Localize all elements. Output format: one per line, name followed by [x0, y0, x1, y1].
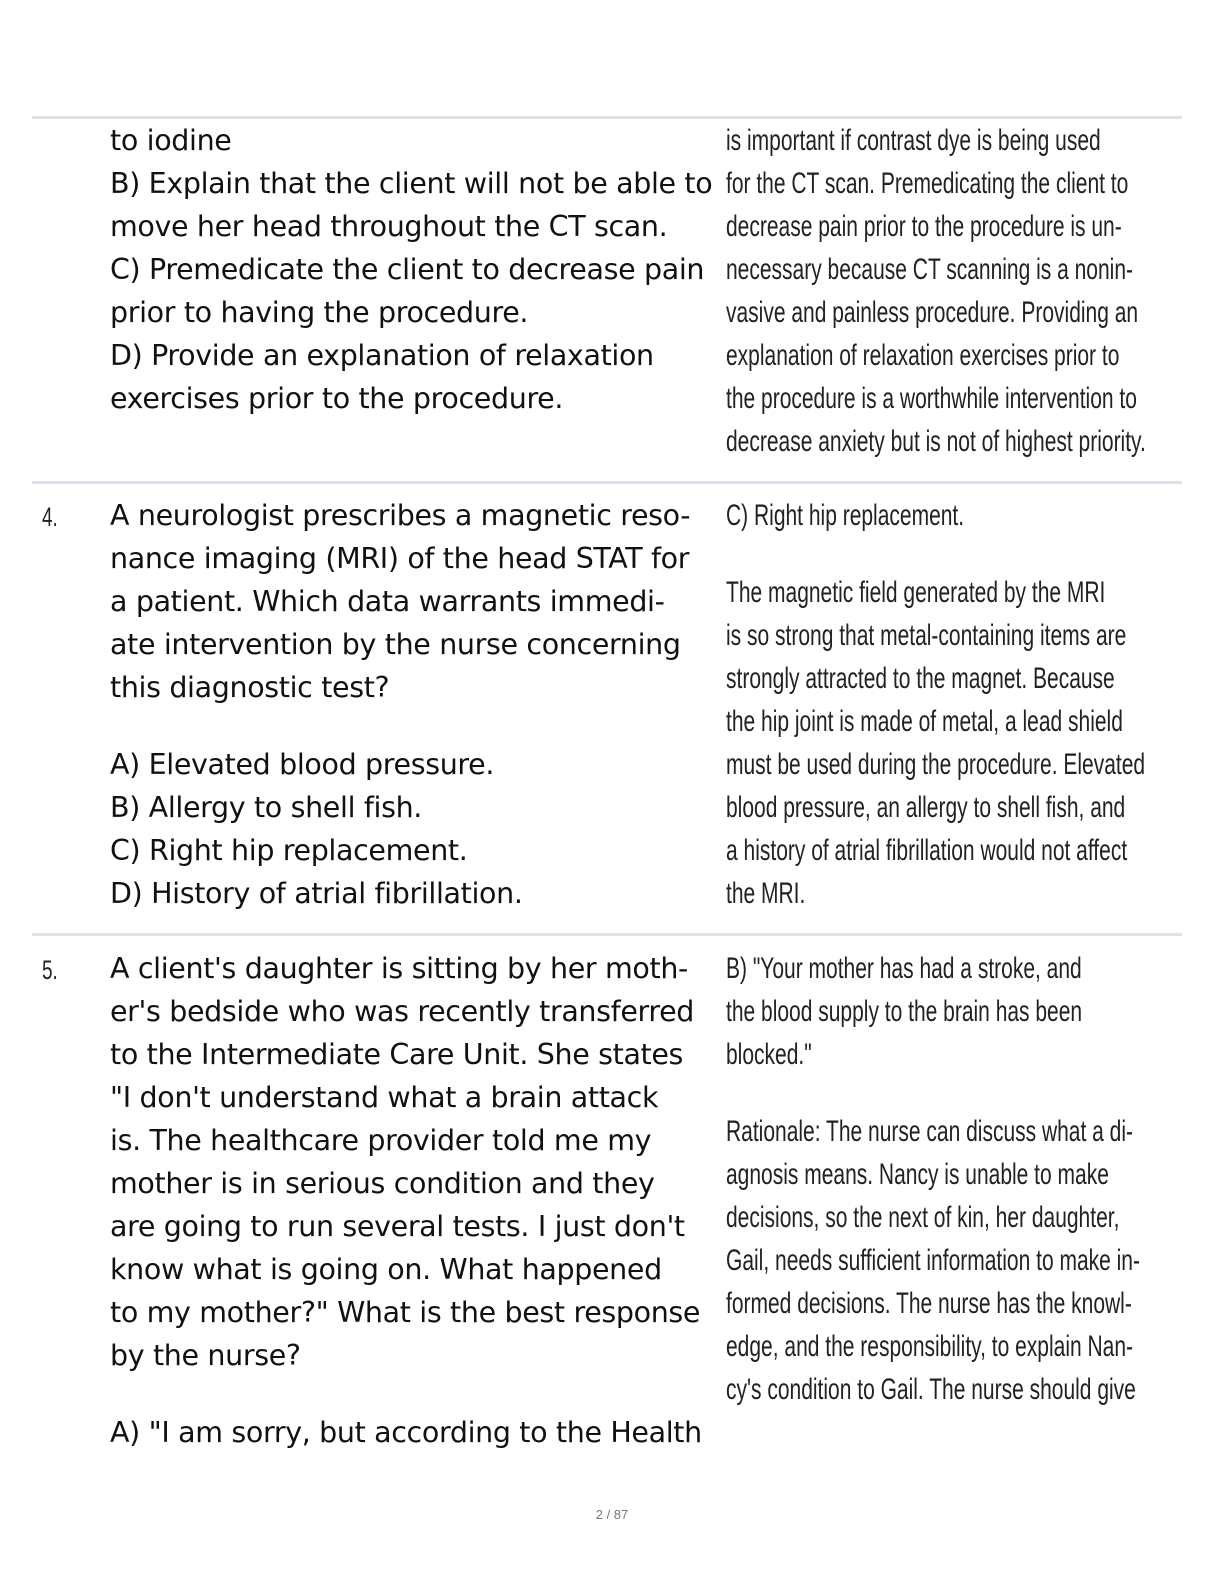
rationale-continued [726, 119, 1160, 463]
question-5 [110, 947, 722, 1454]
rationale-line: the procedure is a worthwhile intervention to [726, 382, 1137, 415]
question-4 [110, 494, 722, 915]
correct-answer: blocked." [726, 1038, 812, 1071]
rationale-line: for the CT scan. Premedicating the client to [726, 167, 1129, 200]
rationale-line: must be used during the procedure. Elevated [726, 748, 1146, 781]
option-line: C) Right hip replacement. [110, 834, 468, 867]
question-stem-line: a patient. Which data warrants immedi- [110, 585, 665, 618]
question-stem-line: to my mother?" What is the best response [110, 1296, 701, 1329]
question-stem-line: know what is going on. What happened [110, 1253, 662, 1286]
option-line: B) Allergy to shell fish. [110, 791, 423, 824]
rationale-line: blood pressure, an allergy to shell fish, and [726, 791, 1126, 824]
question-stem-line: ate intervention by the nurse concerning [110, 628, 681, 661]
option-line: A) Elevated blood pressure. [110, 748, 495, 781]
question-stem-line: nance imaging (MRI) of the head STAT for [110, 542, 690, 575]
row-divider [32, 933, 1182, 936]
option-line: D) History of atrial fibrillation. [110, 877, 523, 910]
rationale-line: agnosis means. Nancy is unable to make [726, 1158, 1109, 1191]
question-stem-line: is. The healthcare provider told me my [110, 1124, 652, 1157]
question-line: to iodine [110, 124, 232, 157]
question-stem-line: A neurologist prescribes a magnetic reso- [110, 499, 691, 532]
spacer [110, 1377, 722, 1411]
rationale-line: decisions, so the next of kin, her daughter, [726, 1201, 1120, 1234]
question-stem-line: mother is in serious condition and they [110, 1167, 655, 1200]
rationale-line: decrease pain prior to the procedure is un- [726, 210, 1122, 243]
rationale-line: the MRI. [726, 877, 806, 910]
question-stem-line: this diagnostic test? [110, 671, 390, 704]
rationale-line: is so strong that metal-containing items are [726, 619, 1127, 652]
rationale-line: a history of atrial fibrillation would not affect [726, 834, 1128, 867]
rationale-line: Rationale: The nurse can discuss what a di- [726, 1115, 1134, 1148]
question-number: 5. [42, 955, 58, 985]
spacer [726, 537, 1160, 571]
question-continued [110, 119, 722, 420]
rationale-line: necessary because CT scanning is a nonin- [726, 253, 1134, 286]
option-line: D) Provide an explanation of relaxation [110, 339, 654, 372]
question-stem-line: "I don't understand what a brain attack [110, 1081, 659, 1114]
question-stem-line: are going to run several tests. I just don't [110, 1210, 685, 1243]
correct-answer: C) Right hip replacement. [726, 499, 965, 532]
spacer [110, 709, 722, 743]
option-line: move her head throughout the CT scan. [110, 210, 668, 243]
rationale-line: edge, and the responsibility, to explain Nan- [726, 1330, 1134, 1363]
answer-4 [726, 494, 1160, 915]
option-line: prior to having the procedure. [110, 296, 529, 329]
rationale-line: The magnetic field generated by the MRI [726, 576, 1106, 609]
option-line: C) Premedicate the client to decrease pain [110, 253, 705, 286]
question-stem-line: by the nurse? [110, 1339, 301, 1372]
rationale-line: vasive and painless procedure. Providing an [726, 296, 1139, 329]
rationale-line: Gail, needs sufficient information to make in- [726, 1244, 1140, 1277]
option-line: B) Explain that the client will not be able to [110, 167, 713, 200]
rationale-line: strongly attracted to the magnet. Because [726, 662, 1115, 695]
question-stem-line: er's bedside who was recently transferred [110, 995, 695, 1028]
answer-5 [726, 947, 1160, 1411]
rationale-line: cy's condition to Gail. The nurse should give [726, 1373, 1136, 1406]
spacer [726, 1076, 1160, 1110]
question-stem-line: A client's daughter is sitting by her moth- [110, 952, 688, 985]
page-number: 2 / 87 [595, 1507, 629, 1522]
correct-answer: B) "Your mother has had a stroke, and [726, 952, 1082, 985]
option-line: A) "I am sorry, but according to the Health [110, 1416, 702, 1449]
rationale-line: formed decisions. The nurse has the knowl- [726, 1287, 1132, 1320]
rationale-line: is important if contrast dye is being used [726, 124, 1101, 157]
rationale-line: the hip joint is made of metal, a lead shield [726, 705, 1123, 738]
rationale-line: decrease anxiety but is not of highest priority. [726, 425, 1146, 458]
row-divider [32, 481, 1182, 484]
question-stem-line: to the Intermediate Care Unit. She states [110, 1038, 684, 1071]
question-number: 4. [42, 502, 58, 532]
correct-answer: the blood supply to the brain has been [726, 995, 1083, 1028]
option-line: exercises prior to the procedure. [110, 382, 564, 415]
rationale-line: explanation of relaxation exercises prior to [726, 339, 1120, 372]
